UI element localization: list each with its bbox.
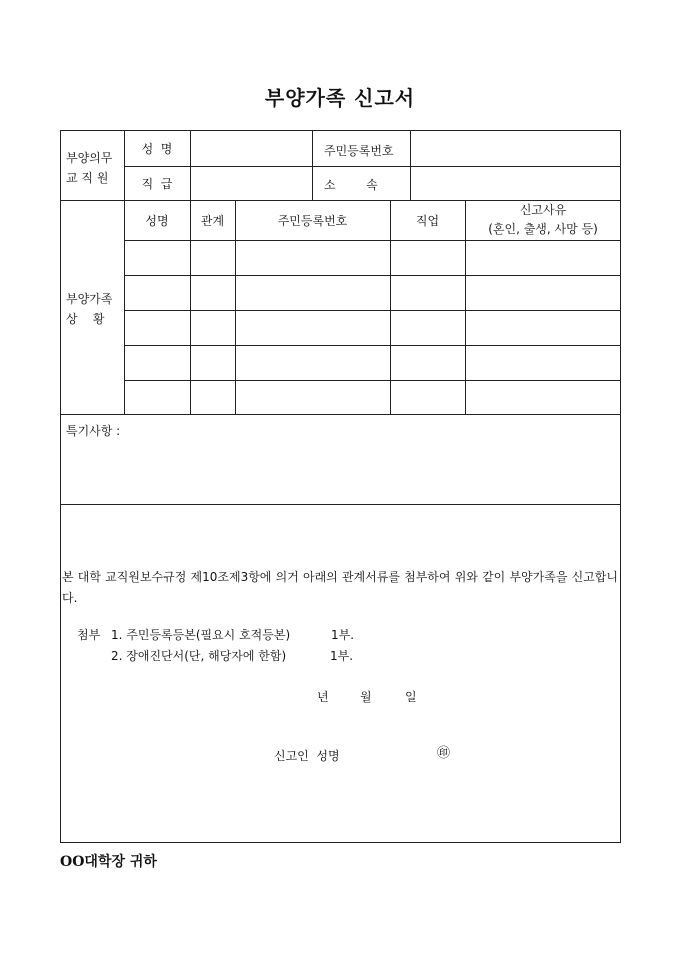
divider (124, 345, 621, 346)
declaration-paragraph: 본 대학 교직원보수규정 제10조제3항에 의거 아래의 관계서류를 첨부하여 위와 같이 부양가족을 신고합니다. (62, 570, 618, 605)
col-header-reason: 신고사유 (519, 203, 567, 217)
obligor-section-label: 부양의무 (66, 151, 113, 165)
month-label: 월 (360, 690, 372, 704)
name-label: 성 명 (141, 142, 173, 156)
divider (124, 310, 621, 311)
rrn-label: 주민등록번호 (324, 144, 394, 158)
attachment-qty: 1부. (330, 649, 354, 663)
dependents-section-label: 부양가족 (66, 292, 113, 306)
seal-mark: ㊞ (437, 746, 451, 761)
divider (312, 130, 313, 200)
remarks-field[interactable] (61, 440, 620, 502)
reporter-label: 신고인 성명 (274, 749, 340, 763)
divider (124, 275, 621, 276)
dependents-section-label: 상 황 (66, 312, 105, 326)
rank-field[interactable] (191, 167, 311, 199)
divider (124, 240, 621, 241)
col-header-rrn: 주민등록번호 (277, 214, 348, 228)
obligor-section-label: 교 직 원 (66, 171, 109, 185)
rank-label: 직 급 (141, 177, 173, 191)
col-header-job: 직업 (415, 214, 440, 228)
divider (60, 504, 621, 505)
attachment-qty: 1부. (331, 628, 355, 642)
divider (124, 380, 621, 381)
attachment-item: 2. 장애진단서(단, 해당자에 한함) (111, 649, 287, 663)
dept-label: 소 속 (324, 178, 378, 192)
attachment-item: 1. 주민등록등본(필요시 호적등본) (111, 628, 291, 642)
col-header-name: 성명 (145, 214, 169, 228)
dept-field[interactable] (411, 167, 620, 199)
col-header-reason: (혼인, 출생, 사망 등) (488, 222, 598, 236)
divider (235, 200, 236, 414)
signature-field[interactable] (360, 744, 430, 766)
col-header-relation: 관계 (200, 214, 225, 228)
addressee: OO대학장 귀하 (60, 854, 157, 870)
name-field[interactable] (191, 131, 311, 165)
divider (60, 200, 621, 201)
rrn-field[interactable] (411, 131, 620, 165)
year-label: 년 (317, 690, 329, 704)
day-label: 일 (405, 690, 417, 704)
divider (60, 414, 621, 415)
document-title: 부양가족 신고서 (264, 86, 416, 110)
divider (124, 130, 125, 414)
remarks-label: 특기사항 : (66, 424, 121, 438)
attach-label: 첨부 (77, 628, 101, 642)
divider (390, 200, 391, 414)
